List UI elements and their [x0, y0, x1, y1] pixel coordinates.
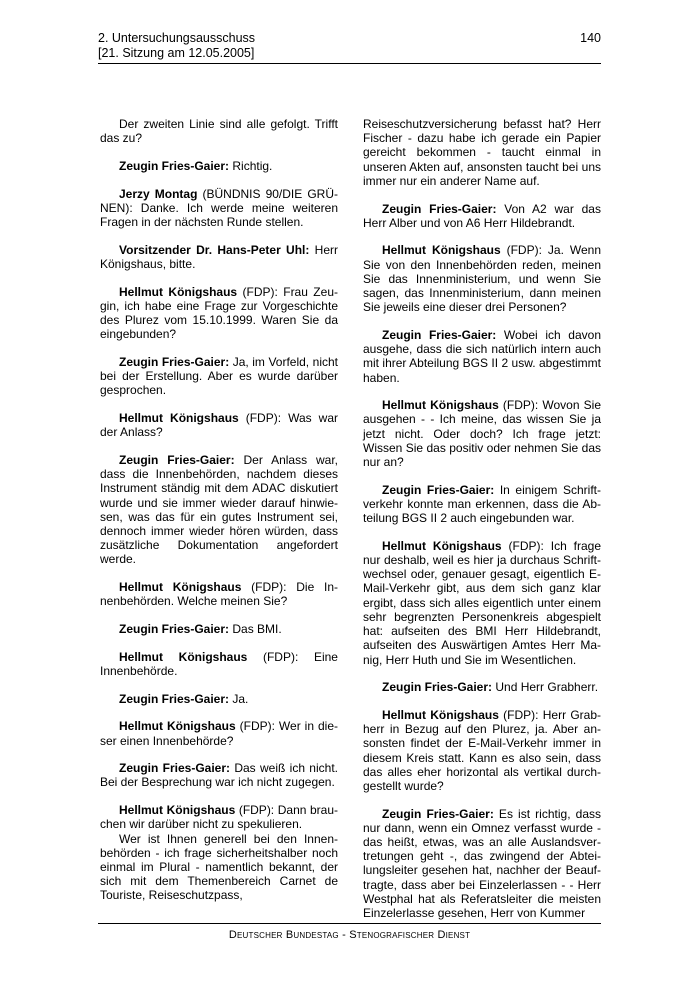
paragraph-text: Und Herr Grabherr. — [492, 680, 599, 695]
speaker-party: (FDP): — [237, 284, 278, 299]
paragraph — [100, 285, 338, 342]
paragraph — [100, 159, 338, 173]
paragraph — [363, 328, 601, 385]
paragraph — [100, 719, 338, 747]
speaker-name: Zeugin Fries-Gaier: — [382, 806, 494, 821]
paragraph-text: Es ist richtig, dass nur dann, wenn ein Omnez verfasst wurde - das heißt, etwas, was an alle Auslandsvertretungen geht -, das zwingend der Abteilungsleiter gesehen hat, nachher der Beauftragte, dass aber bei Einzelerlassen - - Herr Westphal hat als Referatsleiter die meisten Einzelerlasse gesehen, Herr von Kummer — [363, 806, 601, 921]
paragraph — [100, 622, 338, 636]
paragraph-text: Was war der Anlass? — [100, 411, 338, 440]
paragraph — [100, 117, 338, 145]
page-footer: Deutscher Bundestag - Stenografischer Dienst — [228, 929, 471, 941]
speaker-name: Zeugin Fries-Gaier: — [119, 452, 235, 467]
paragraph-text: Das weiß ich nicht. Bei der Besprechung war ich nicht zugegen. — [100, 761, 338, 790]
speaker-name: Zeugin Fries-Gaier: — [382, 680, 493, 695]
right-column — [363, 117, 601, 934]
speaker-name: Hellmut Königshaus — [382, 707, 499, 722]
paragraph-text: Ja. — [229, 691, 249, 706]
paragraph-text: Dann brauchen wir darüber nicht zu spekulieren. — [100, 803, 338, 832]
speaker-party: (FDP): — [235, 803, 275, 818]
speaker-party: (BÜNDNIS 90/DIE GRÜNEN): — [100, 186, 338, 215]
paragraph-text: Der Anlass war, dass die Innenbehörden, nachdem dieses Instrument ständig mit dem ADAC diskutiert wurde und sie immer wieder darauf hinwiesen, was das für ein gutes Instrument sei, dennoch immer wieder hören würden, dass zusätzliche Dokumentation angefordert werde. — [100, 452, 338, 567]
paragraph-text: Wer in dieser einen Innenbehörde? — [100, 719, 338, 748]
speaker-name: Zeugin Fries-Gaier: — [382, 201, 497, 216]
speaker-name: Zeugin Fries-Gaier: — [119, 691, 230, 706]
paragraph — [363, 202, 601, 230]
paragraph — [363, 243, 601, 314]
speaker-name: Hellmut Königshaus — [382, 398, 499, 413]
speaker-name: Hellmut Königshaus — [119, 719, 236, 734]
paragraph — [100, 453, 338, 567]
paragraph-text: Ich frage nur deshalb, weil es hier ja durchaus Schriftwechsel oder, genauer gesagt, eigentlich E-Mail-Verkehr gibt, aus dem sich ganz klar ergibt, dass sich alles eigentlich unter einem sehr begrenzten Personenkreis abgespielt hat: aufseiten des BMI Herr Hildebrandt, aufseiten des Auswärtigen Amtes Herr Manig, Herr Huth und Sie im Wesentlichen. — [363, 538, 601, 667]
paragraph — [100, 803, 338, 831]
speaker-name: Hellmut Königshaus — [119, 580, 242, 595]
paragraph-text: Ja, im Vorfeld, nicht bei der Erstellung. Aber es wurde darüber gesprochen. — [100, 354, 339, 398]
paragraph — [363, 483, 601, 526]
speaker-name: Zeugin Fries-Gaier: — [119, 354, 230, 369]
paragraph — [100, 411, 338, 439]
speaker-name: Hellmut Königshaus — [119, 649, 248, 664]
speaker-name: Hellmut Königshaus — [382, 538, 502, 553]
speaker-name: Zeugin Fries-Gaier: — [119, 621, 230, 636]
paragraph-text: Wobei ich davon ausgehe, dass die sich natürlich intern auch mit ihrer Abteilung BGS II 2 usw. abgestimmt haben. — [363, 327, 601, 385]
paragraph-text: Reiseschutzversicherung befasst hat? Herr Fischer - dazu habe ich gerade ein Papier gereicht bekommen - taucht einmal in unseren Akten auf, ansonsten taucht bei uns immer nur ein anderer Name auf. — [363, 117, 601, 188]
speaker-name: Hellmut Königshaus — [382, 243, 501, 258]
paragraph — [363, 807, 601, 921]
paragraph — [100, 650, 338, 678]
session-info: [21. Sitzung am 12.05.2005] — [98, 46, 255, 60]
speaker-name: Jerzy Montag — [119, 186, 198, 201]
paragraph — [363, 398, 601, 469]
paragraph-text: Danke. Ich werde meine weiteren Fragen in der nächsten Runde stellen. — [100, 200, 338, 230]
paragraph-text: Ja. Wenn Sie von den Innenbehörden reden, meinen Sie das Innenministerium, und wenn Sie sagen, das Innenministerium, dann meinen Sie jeweils eine dieser drei Personen? — [363, 243, 601, 315]
paragraph-text: Der zweiten Linie sind alle gefolgt. Trifft das zu? — [100, 117, 338, 146]
speaker-name: Zeugin Fries-Gaier: — [119, 761, 231, 776]
page-header — [98, 31, 601, 61]
paragraph-text: Richtig. — [229, 158, 273, 173]
footer-divider — [98, 923, 601, 924]
committee-name: 2. Untersuchungsausschuss — [98, 31, 256, 45]
speaker-name: Hellmut Königshaus — [119, 803, 236, 818]
paragraph-text: Frau Zeugin, ich habe eine Frage zur Vorgeschichte des Plurez vom 15.10.1999. Waren Sie da eingebunden? — [100, 284, 338, 342]
speaker-name: Hellmut Königshaus — [119, 411, 239, 426]
paragraph — [100, 580, 338, 608]
speaker-name: Zeugin Fries-Gaier: — [119, 158, 230, 173]
left-column — [100, 117, 338, 916]
paragraph-text: Die Innenbehörden. Welche meinen Sie? — [100, 580, 338, 609]
paragraph-text: Wer ist Ihnen generell bei den Innenbehörden - ich frage sicherheitshalber noch einmal im Plural - namentlich bekannt, der sich mit dem Themenbereich Carnet de Touriste, Reiseschutzpass, — [100, 831, 338, 903]
speaker-name: Zeugin Fries-Gaier: — [382, 482, 495, 497]
paragraph-text: Herr Königshaus, bitte. — [100, 242, 338, 271]
paragraph — [363, 117, 601, 188]
paragraph-text: In einigem Schriftverkehr konnte man erkennen, dass die Abteilung BGS II 2 auch eingebunden war. — [363, 482, 601, 526]
speaker-party: (FDP): — [498, 398, 539, 413]
paragraph-text: Eine Innenbehörde. — [100, 649, 338, 678]
speaker-party: (FDP): — [235, 719, 275, 734]
paragraph — [363, 539, 601, 667]
paragraph — [100, 243, 338, 271]
paragraph-text: Herr Grabherr in Bezug auf den Plurez, ja. Aber ansonsten findet der E-Mail-Verkehr immer in diesem Kreis statt. Kann es also sein, dass das alles eher horizontal als vertikal durchgestellt wurde? — [363, 707, 601, 793]
speaker-party: (FDP): — [500, 243, 542, 258]
page-number: 140 — [580, 31, 601, 45]
speaker-party: (FDP): — [238, 411, 282, 426]
speaker-party: (FDP): — [498, 707, 539, 722]
speaker-name: Hellmut Königshaus — [119, 284, 238, 299]
speaker-party: (FDP): — [501, 538, 544, 553]
paragraph — [100, 692, 338, 706]
paragraph-text: Von A2 war das Herr Alber und von A6 Herr Hildebrandt. — [363, 201, 601, 230]
paragraph — [100, 187, 338, 230]
speaker-name: Vorsitzender Dr. Hans-Peter Uhl: — [119, 242, 310, 257]
speaker-name: Zeugin Fries-Gaier: — [382, 327, 497, 342]
paragraph — [363, 680, 601, 694]
speaker-party: (FDP): — [247, 649, 299, 664]
paragraph — [100, 761, 338, 789]
paragraph — [363, 708, 601, 793]
speaker-party: (FDP): — [241, 580, 287, 595]
paragraph — [100, 832, 338, 903]
paragraph-text: Das BMI. — [229, 621, 282, 636]
paragraph — [100, 355, 338, 398]
header-divider — [98, 63, 601, 64]
paragraph-text: Wovon Sie ausgehen - - Ich meine, das wissen Sie ja jetzt nicht. Oder doch? Ich frage jetzt: Wissen Sie das positiv oder nehmen Sie das nur an? — [363, 398, 601, 470]
